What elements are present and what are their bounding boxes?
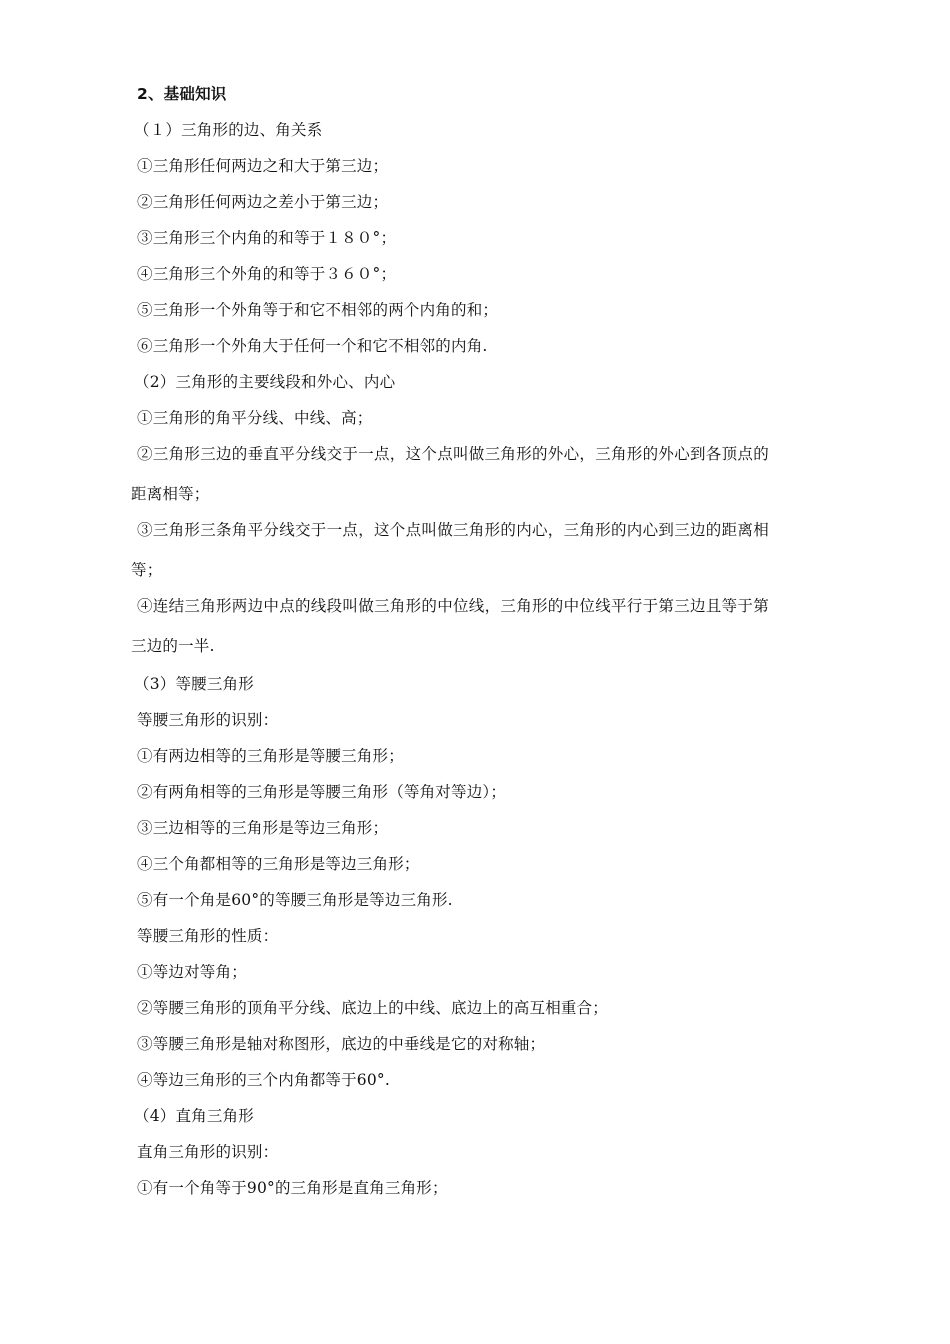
list-item: ③三边相等的三角形是等边三角形； — [137, 819, 389, 837]
list-item: ⑥三角形一个外角大于任何一个和它不相邻的内角. — [137, 337, 488, 355]
list-item: ①三角形任何两边之和大于第三边； — [137, 157, 389, 175]
list-item-continuation: 三边的一半. — [131, 637, 215, 655]
list-item: ①有一个角等于90°的三角形是直角三角形； — [137, 1179, 448, 1197]
list-item: ④连结三角形两边中点的线段叫做三角形的中位线，三角形的中位线平行于第三边且等于第 — [137, 597, 770, 615]
list-item: ⑤有一个角是60°的等腰三角形是等边三角形. — [137, 891, 453, 909]
list-item: ②等腰三角形的顶角平分线、底边上的中线、底边上的高互相重合； — [137, 999, 609, 1017]
list-item-continuation: 距离相等； — [131, 485, 210, 503]
section-heading: 2、基础知识 — [137, 85, 227, 103]
list-item: ①有两边相等的三角形是等腰三角形； — [137, 747, 404, 765]
subsection-title-2: （2）三角形的主要线段和外心、内心 — [134, 373, 396, 391]
list-item: ③三角形三条角平分线交于一点，这个点叫做三角形的内心，三角形的内心到三边的距离相 — [137, 521, 770, 539]
list-item: ④三角形三个外角的和等于３６０°； — [137, 265, 397, 283]
subheading: 等腰三角形的识别： — [137, 711, 279, 729]
list-item: ④三个角都相等的三角形是等边三角形； — [137, 855, 420, 873]
list-item: ④等边三角形的三个内角都等于60°. — [137, 1071, 391, 1089]
subheading: 直角三角形的识别： — [137, 1143, 279, 1161]
list-item: ②三角形任何两边之差小于第三边； — [137, 193, 389, 211]
list-item: ②三角形三边的垂直平分线交于一点，这个点叫做三角形的外心，三角形的外心到各顶点的 — [137, 445, 770, 463]
subsection-title-3: （3）等腰三角形 — [134, 675, 254, 693]
list-item: ①等边对等角； — [137, 963, 247, 981]
subsection-title-1: （１）三角形的边、角关系 — [134, 121, 323, 139]
list-item-continuation: 等； — [131, 561, 163, 579]
subsection-title-4: （4）直角三角形 — [134, 1107, 254, 1125]
subheading: 等腰三角形的性质： — [137, 927, 279, 945]
list-item: ⑤三角形一个外角等于和它不相邻的两个内角的和； — [137, 301, 499, 319]
list-item: ③三角形三个内角的和等于１８０°； — [137, 229, 397, 247]
list-item: ①三角形的角平分线、中线、高； — [137, 409, 373, 427]
list-item: ②有两角相等的三角形是等腰三角形（等角对等边）； — [137, 783, 507, 801]
list-item: ③等腰三角形是轴对称图形，底边的中垂线是它的对称轴； — [137, 1035, 546, 1053]
